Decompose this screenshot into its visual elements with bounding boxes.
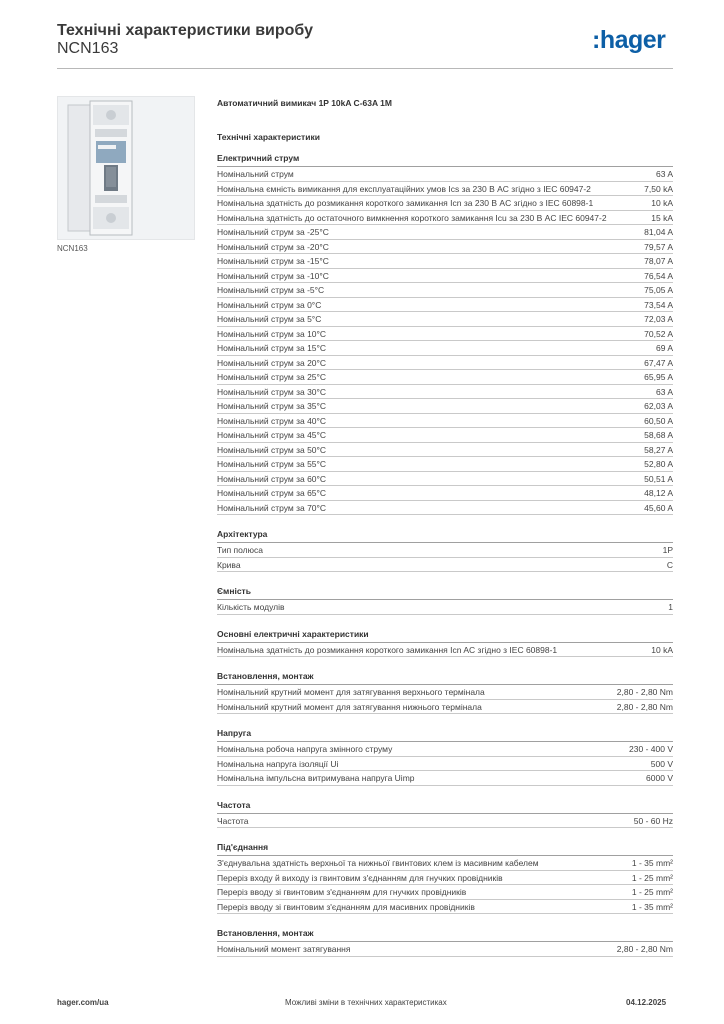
spec-value: 63 A [655, 386, 673, 397]
tech-title: Технічні характеристики [217, 132, 320, 142]
spec-section [217, 670, 673, 714]
spec-row [217, 643, 673, 658]
spec-name: Номінальний струм за 45°C [217, 430, 327, 440]
header-title: Технічні характеристики виробу [57, 22, 313, 39]
spec-name: Номінальний струм за 70°C [217, 502, 327, 513]
section-title: Під'єднання [217, 841, 673, 856]
spec-name: Номінальний струм за -10°C [217, 270, 329, 281]
spec-value: 75,05 A [644, 285, 673, 295]
spec-value: 81,04 A [644, 227, 673, 237]
spec-row [217, 871, 673, 886]
spec-name: Номінальний струм [217, 169, 294, 179]
spec-name: Номінальний струм за 60°C [217, 473, 327, 484]
section-title: Частота [217, 799, 673, 814]
spec-name: Тип полюса [217, 545, 263, 555]
spec-value: C [666, 559, 673, 570]
spec-value: 1 - 25 mm² [631, 887, 673, 897]
spec-row [217, 196, 673, 211]
spec-row [217, 771, 673, 786]
spec-value: 50 - 60 Hz [633, 815, 673, 826]
spec-row [217, 327, 673, 342]
spec-value: 2,80 - 2,80 Nm [616, 687, 673, 697]
spec-value: 2,80 - 2,80 Nm [616, 701, 673, 712]
spec-value: 48,12 A [644, 488, 673, 498]
spec-section [217, 628, 673, 658]
spec-row [217, 856, 673, 871]
spec-row [217, 501, 673, 516]
spec-row [217, 428, 673, 443]
spec-value: 76,54 A [644, 270, 673, 281]
spec-value: 73,54 A [644, 299, 673, 310]
section-title: Встановлення, монтаж [217, 927, 673, 942]
section-title: Архітектура [217, 528, 673, 543]
spec-value: 72,03 A [644, 314, 673, 324]
spec-row [217, 558, 673, 573]
spec-name: Номінальна здатність до остаточного вимкнення короткого замикання Icu за 230 В AC IEC 60947-2 [217, 212, 607, 223]
spec-name: Номінальний момент затягування [217, 944, 351, 954]
spec-value: 69 A [655, 343, 673, 353]
spec-value: 500 V [650, 758, 673, 769]
spec-name: Номінальна імпульсна витримувана напруга Uimp [217, 773, 415, 783]
spec-row [217, 814, 673, 829]
spec-value: 58,68 A [644, 430, 673, 440]
spec-row [217, 942, 673, 957]
spec-name: Номінальна здатність до розмикання короткого замикання Icn за 230 В AC згідно з IEC 60898-1 [217, 198, 594, 208]
spec-row [217, 399, 673, 414]
spec-value: 1 - 35 mm² [631, 901, 673, 912]
spec-name: Номінальний струм за 0°C [217, 299, 322, 310]
spec-row [217, 254, 673, 269]
spec-value: 7,50 kA [644, 183, 673, 194]
main-title: Автоматичний вимикач 1P 10kA C-63A 1M [217, 98, 392, 108]
spec-row [217, 685, 673, 700]
spec-value: 63 A [655, 169, 673, 179]
spec-value: 79,57 A [644, 241, 673, 252]
spec-value: 1 - 35 mm² [631, 858, 673, 868]
spec-row [217, 700, 673, 715]
spec-value: 2,80 - 2,80 Nm [616, 944, 673, 954]
specs-content [217, 96, 673, 957]
spec-name: Номінальний струм за 65°C [217, 488, 327, 498]
spec-name: Номінальний струм за 55°C [217, 459, 327, 469]
spec-row [217, 298, 673, 313]
spec-name: Частота [217, 815, 249, 826]
spec-row [217, 225, 673, 240]
spec-name: Номінальний струм за -25°C [217, 227, 329, 237]
section-title: Ємність [217, 585, 673, 600]
spec-row [217, 757, 673, 772]
footer-date: 04.12.2025 [626, 998, 667, 1007]
spec-name: Номінальний струм за 10°C [217, 328, 327, 339]
product-image [57, 96, 195, 240]
spec-name: Номінальна напруга ізоляції Ui [217, 758, 339, 769]
spec-row [217, 900, 673, 915]
spec-value: 230 - 400 V [629, 744, 673, 754]
section-title: Встановлення, монтаж [217, 670, 673, 685]
spec-value: 52,80 A [644, 459, 673, 469]
spec-row [217, 414, 673, 429]
section-title: Напруга [217, 727, 673, 742]
spec-value: 45,60 A [644, 502, 673, 513]
spec-name: Номінальний струм за 15°C [217, 343, 327, 353]
spec-section [217, 585, 673, 615]
section-title: Основні електричні характеристики [217, 628, 673, 643]
spec-row [217, 543, 673, 558]
spec-row [217, 885, 673, 900]
spec-name: Крива [217, 559, 241, 570]
footer-note: Можливі зміни в технічних характеристиках [285, 998, 447, 1007]
spec-section [217, 152, 673, 515]
spec-row [217, 356, 673, 371]
spec-row [217, 283, 673, 298]
spec-name: Номінальний струм за -20°C [217, 241, 329, 252]
spec-value: 65,95 A [644, 372, 673, 382]
spec-name: Номінальний струм за 40°C [217, 415, 327, 426]
spec-row [217, 211, 673, 226]
spec-row [217, 472, 673, 487]
spec-name: Номінальний струм за 5°C [217, 314, 322, 324]
footer-url[interactable]: hager.com/ua [57, 998, 109, 1007]
spec-row [217, 385, 673, 400]
spec-value: 58,27 A [644, 444, 673, 455]
spec-section [217, 927, 673, 957]
spec-name: Номінальний струм за -5°C [217, 285, 325, 295]
spec-value: 78,07 A [644, 256, 673, 266]
spec-row [217, 457, 673, 472]
spec-name: Номінальний струм за 50°C [217, 444, 327, 455]
spec-value: 10 kA [651, 644, 673, 655]
spec-value: 62,03 A [644, 401, 673, 411]
spec-row [217, 443, 673, 458]
spec-row [217, 742, 673, 757]
spec-sections [217, 152, 673, 957]
spec-row [217, 167, 673, 182]
spec-section [217, 528, 673, 572]
spec-name: Кількість модулів [217, 602, 285, 612]
spec-value: 60,50 A [644, 415, 673, 426]
spec-name: Переріз вводу зі гвинтовим з'єднанням для гнучких провідників [217, 887, 467, 897]
spec-row [217, 240, 673, 255]
spec-row [217, 312, 673, 327]
spec-name: Номінальна робоча напруга змінного струму [217, 744, 393, 754]
header-divider [57, 68, 673, 69]
spec-row [217, 182, 673, 197]
spec-row [217, 370, 673, 385]
spec-value: 6000 V [646, 773, 673, 783]
hager-logo[interactable]: :hager [592, 26, 666, 54]
spec-name: Номінальна здатність до розмикання короткого замикання Icn AC згідно з IEC 60898-1 [217, 644, 558, 655]
product-caption: NCN163 [57, 244, 88, 253]
spec-row [217, 341, 673, 356]
spec-value: 67,47 A [644, 357, 673, 368]
header-product-code: NCN163 [57, 40, 119, 57]
spec-value: 15 kA [651, 212, 673, 223]
spec-name: Переріз вводу зі гвинтовим з'єднанням для масивних провідників [217, 901, 475, 912]
spec-row [217, 269, 673, 284]
spec-name: Номінальний струм за -15°C [217, 256, 329, 266]
spec-name: Номінальний струм за 25°C [217, 372, 327, 382]
spec-value: 1 [668, 602, 673, 612]
spec-name: З'єднувальна здатність верхньої та нижньої гвинтових клем із масивним кабелем [217, 858, 539, 868]
spec-name: Номінальний струм за 20°C [217, 357, 327, 368]
spec-row [217, 600, 673, 615]
spec-section [217, 799, 673, 829]
spec-value: 10 kA [651, 198, 673, 208]
spec-row [217, 486, 673, 501]
spec-name: Переріз входу й виходу із гвинтовим з'єднанням для гнучких провідників [217, 872, 503, 883]
spec-value: 70,52 A [644, 328, 673, 339]
spec-name: Номінальний крутний момент для затягування верхнього термінала [217, 687, 485, 697]
spec-value: 1 - 25 mm² [631, 872, 673, 883]
section-title: Електричний струм [217, 152, 673, 167]
spec-name: Номінальний струм за 30°C [217, 386, 327, 397]
spec-section [217, 727, 673, 786]
spec-name: Номінальна ємність вимикання для експлуатаційних умов Ics за 230 В AC згідно з IEC 60947-2 [217, 183, 591, 194]
spec-name: Номінальний струм за 35°C [217, 401, 327, 411]
spec-value: 50,51 A [644, 473, 673, 484]
spec-section [217, 841, 673, 914]
circuit-breaker-icon [58, 97, 194, 239]
spec-name: Номінальний крутний момент для затягування нижнього термінала [217, 701, 482, 712]
spec-value: 1P [662, 545, 673, 555]
